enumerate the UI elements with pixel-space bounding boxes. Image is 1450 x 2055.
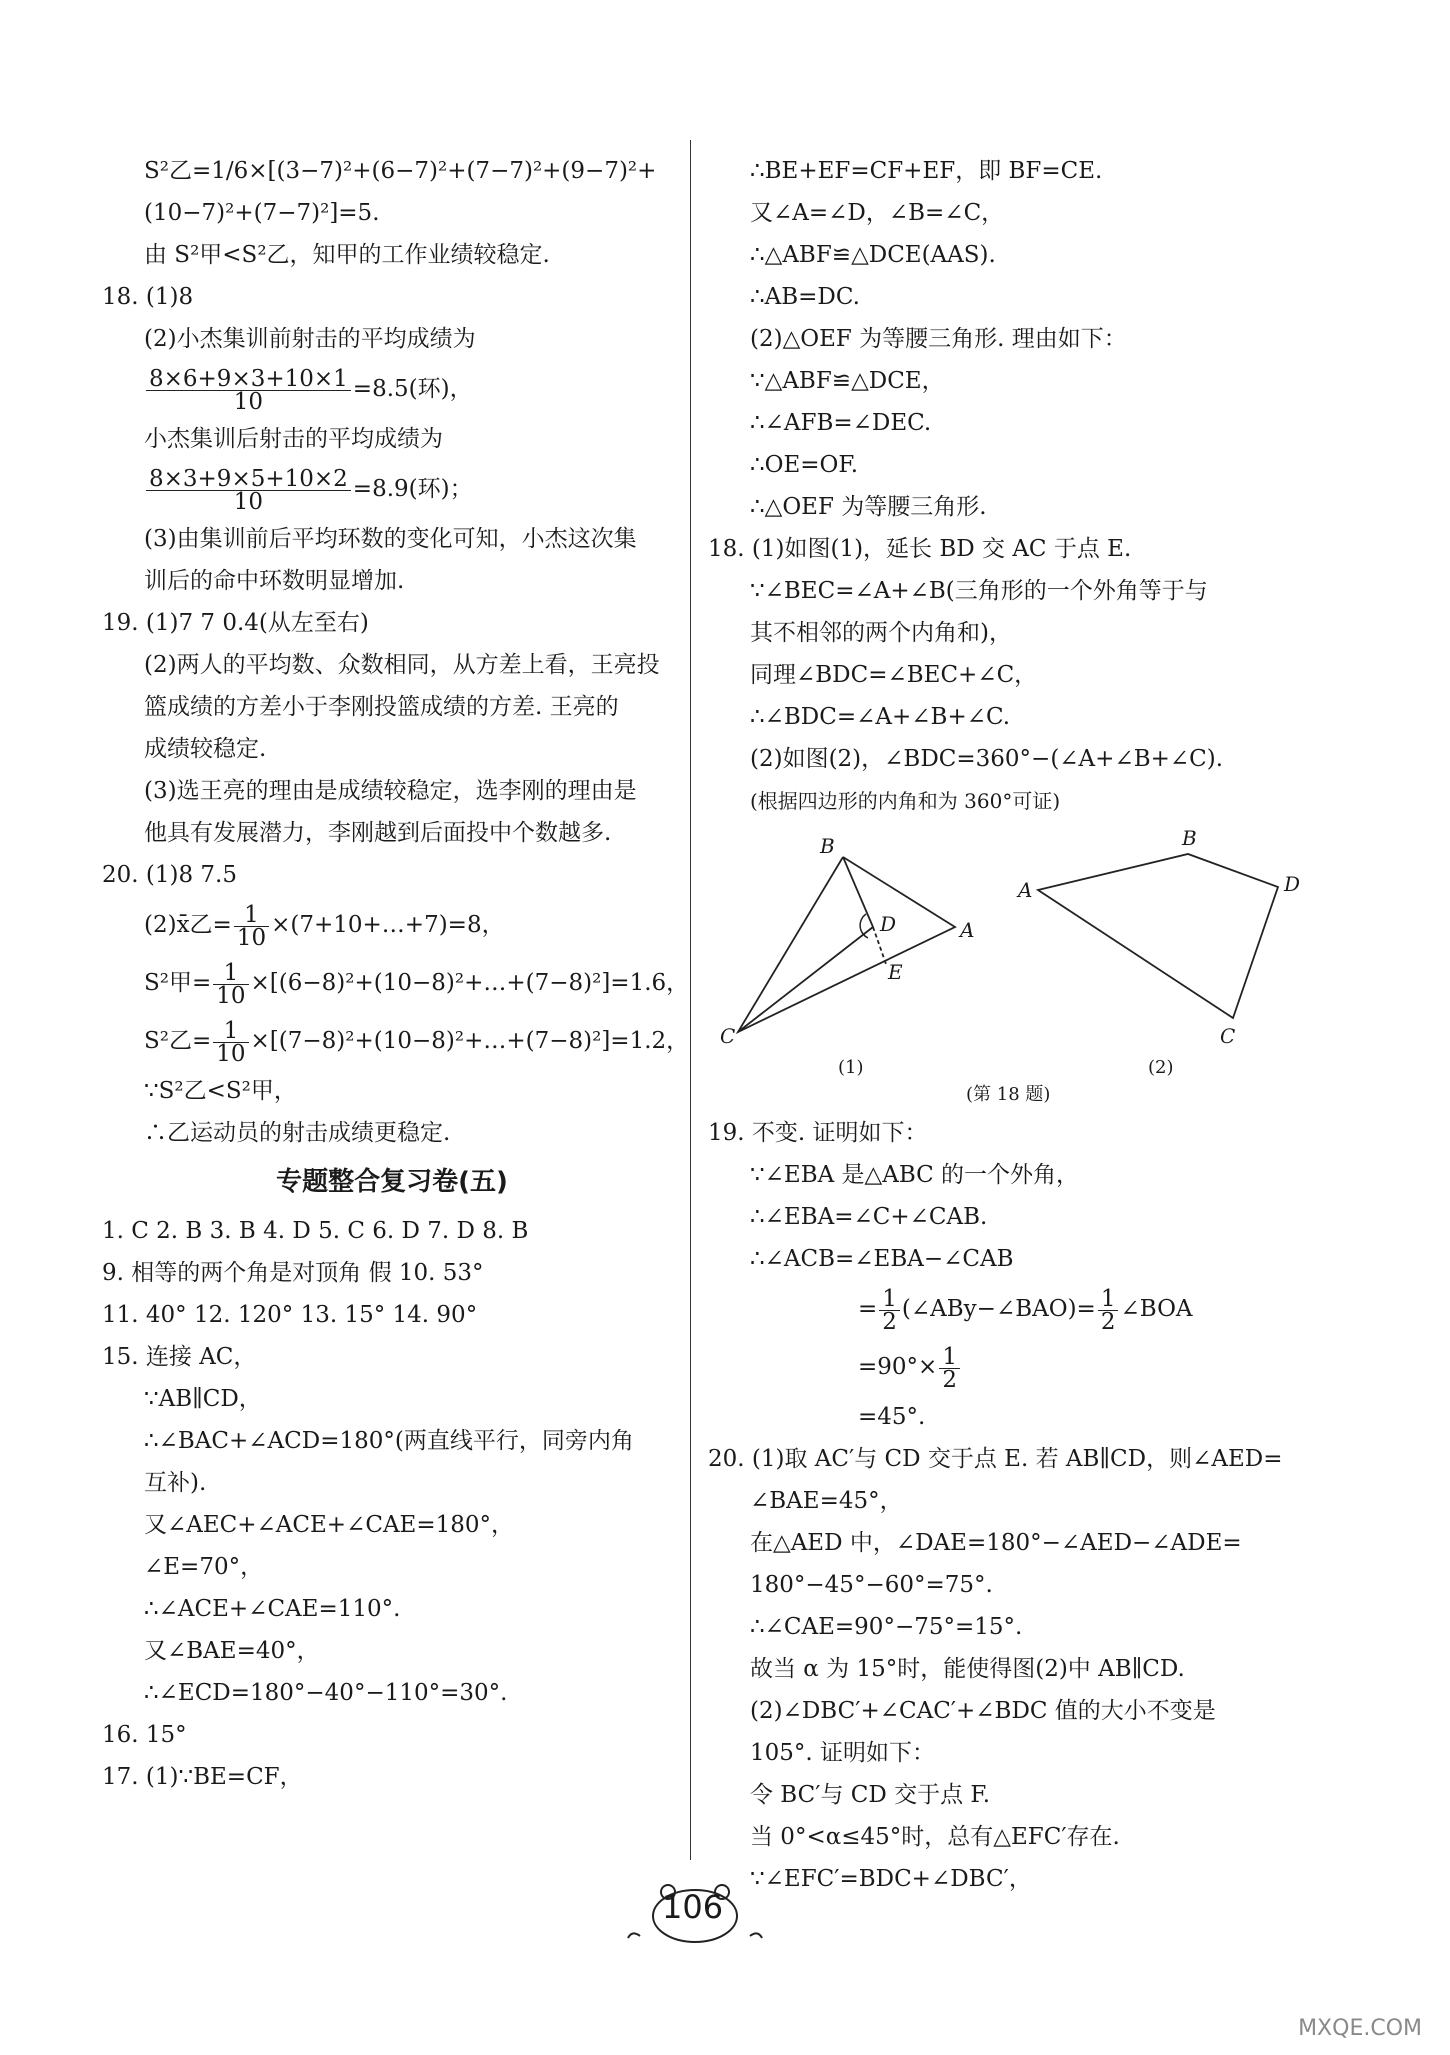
fraction: $\frac{1}{2}$ [879, 1288, 900, 1333]
text-line: 又∠BAE=40°， [144, 1638, 320, 1664]
text-line: ∴∠ACE+∠CAE=110°. [144, 1596, 401, 1622]
fig1-label-d: D [880, 912, 897, 936]
text-line: ∴∠AFB=∠DEC. [750, 410, 932, 436]
fig1-label-a: A [960, 918, 975, 942]
text-line: 当 0°<α≤45°时，总有△EFC′存在. [750, 1824, 1120, 1850]
text-line: 由 S²甲<S²乙，知甲的工作业绩较稳定. [144, 242, 550, 268]
fraction: $\frac{1}{2}$ [1098, 1288, 1119, 1333]
text-line: (2)小杰集训前射击的平均成绩为 [144, 326, 476, 352]
text-line: 20. (1)8 7.5 [102, 862, 237, 888]
fig2-caption: (2) [1148, 1057, 1174, 1078]
figure-svg [708, 822, 1308, 1112]
text-line: 18. (1)如图(1)，延长 BD 交 AC 于点 E. [708, 536, 1132, 562]
text-line: 训后的命中环数明显增加. [144, 568, 405, 594]
text-line: ∴△OEF 为等腰三角形. [750, 494, 987, 520]
formula-line: S²乙= $\frac{1}{10}$ ×[(7−8)²+(10−8)²+…+(7−8)²]=1.2， [144, 1017, 690, 1067]
text-line: 11. 40° 12. 120° 13. 15° 14. 90° [102, 1302, 478, 1328]
text-line: 又∠A=∠D，∠B=∠C， [750, 200, 1005, 226]
text-line: ∠E=70°， [144, 1554, 264, 1580]
text-line: ∠BAE=45°， [750, 1488, 903, 1514]
formula-line: (2)x̄乙= $\frac{1}{10}$ ×(7+10+…+7)=8， [144, 901, 505, 951]
text-line: =45°. [858, 1404, 926, 1430]
figure-caption: (第 18 题) [966, 1084, 1051, 1105]
text-line: 19. 不变. 证明如下： [708, 1120, 928, 1146]
fig1-bd [843, 857, 873, 927]
text-line: (3)选王亮的理由是成绩较稳定，选李刚的理由是 [144, 778, 637, 804]
fig1-label-c: C [720, 1024, 736, 1048]
text-line: ∴∠ECD=180°−40°−110°=30°. [144, 1680, 508, 1706]
left-column [102, 150, 690, 1798]
text-line: 互补). [144, 1470, 207, 1496]
page-footer [620, 1880, 770, 1950]
text-line: 故当 α 为 15°时，能使得图(2)中 AB∥CD. [750, 1656, 1185, 1682]
text-line: ∴∠BDC=∠A+∠B+∠C. [750, 704, 1011, 730]
formula-line: =90°× $\frac{1}{2}$ [708, 1338, 1308, 1396]
fig1-label-e: E [888, 960, 903, 984]
fraction: $\frac{8\times 6+9\times 3+10\times 1}{10}$ [146, 368, 351, 413]
text-line: 180°−45°−60°=75°. [750, 1572, 993, 1598]
text-line: ∵AB∥CD， [144, 1386, 262, 1412]
text-line: ∴∠BAC+∠ACD=180°(两直线平行，同旁内角 [144, 1428, 634, 1454]
fraction: $\frac{8\times 3+9\times 5+10\times 2}{10}$ [146, 468, 351, 513]
text-line: ∴△ABF≌△DCE(AAS). [750, 242, 996, 268]
geometry-figure [708, 822, 1308, 1112]
fig1-dc [738, 927, 873, 1032]
text-line: 又∠AEC+∠ACE+∠CAE=180°， [144, 1512, 515, 1538]
text-line: 15. 连接 AC， [102, 1344, 257, 1370]
text-line: 成绩较稳定. [144, 736, 267, 762]
text-line: 1. C 2. B 3. B 4. D 5. C 6. D 7. D 8. B [102, 1218, 529, 1244]
fig1-angle-arc [860, 914, 868, 938]
text-line: (2)两人的平均数、众数相同，从方差上看，王亮投 [144, 652, 660, 678]
formula-line: $\frac{8\times 3+9\times 5+10\times 2}{10}$ =8.9(环)； [102, 460, 682, 518]
text-line: S²乙=1/6×[(3−7)²+(6−7)²+(7−7)²+(9−7)²+ [144, 158, 657, 184]
fig2-label-a: A [1018, 878, 1033, 902]
fig2-label-d: D [1284, 872, 1301, 896]
text-line: 9. 相等的两个角是对顶角 假 10. 53° [102, 1260, 484, 1286]
text-line: 20. (1)取 AC′与 CD 交于点 E. 若 AB∥CD，则∠AED= [708, 1446, 1283, 1472]
text-line: 19. (1)7 7 0.4(从左至右) [102, 610, 369, 636]
text-line: 令 BC′与 CD 交于点 F. [750, 1782, 991, 1808]
fig2-quadrilateral [1038, 854, 1278, 1018]
fraction: $\frac{1}{2}$ [939, 1346, 960, 1391]
text-line: (3)由集训前后平均环数的变化可知，小杰这次集 [144, 526, 637, 552]
fraction: $\frac{1}{10}$ [213, 962, 248, 1007]
text-line: ∴∠ACB=∠EBA−∠CAB [750, 1246, 1014, 1272]
watermark-text: MXQE.COM [1298, 2016, 1422, 2041]
text-line: ∵△ABF≌△DCE， [750, 368, 945, 394]
column-divider [690, 140, 691, 1860]
text-line: (2)∠DBC′+∠CAC′+∠BDC 值的大小不变是 [750, 1698, 1216, 1724]
fig2-label-c: C [1220, 1024, 1236, 1048]
text-line: 小杰集训后射击的平均成绩为 [144, 426, 443, 452]
text-line: 篮成绩的方差小于李刚投篮成绩的方差. 王亮的 [144, 694, 619, 720]
text-line: 他具有发展潜力，李刚越到后面投中个数越多. [144, 820, 612, 846]
text-line: 17. (1)∵BE=CF， [102, 1764, 303, 1790]
text-line: (10−7)²+(7−7)²]=5. [144, 200, 380, 226]
text-line: 18. (1)8 [102, 284, 194, 310]
formula-line: S²甲= $\frac{1}{10}$ ×[(6−8)²+(10−8)²+…+(7−8)²]=1.6， [144, 959, 690, 1009]
text-line: ∵∠BEC=∠A+∠B(三角形的一个外角等于与 [750, 578, 1208, 604]
fig1-caption: (1) [838, 1057, 864, 1078]
text-line: (2)如图(2)，∠BDC=360°−(∠A+∠B+∠C). [750, 746, 1224, 772]
text-line: 105°. 证明如下： [750, 1740, 936, 1766]
text-line: 同理∠BDC=∠BEC+∠C， [750, 662, 1038, 688]
text-line: 其不相邻的两个内角和)， [750, 620, 1012, 646]
page-number: 106 [662, 1888, 724, 1926]
formula-line: = $\frac{1}{2}$ (∠ABy−∠BAO)= $\frac{1}{2}$ ∠BOA [858, 1285, 1193, 1335]
text-line: ∵∠EFC′=BDC+∠DBC′， [750, 1866, 1032, 1892]
right-column [708, 150, 1308, 1900]
fig2-label-b: B [1182, 826, 1197, 850]
text-line: ∴∠CAE=90°−75°=15°. [750, 1614, 1023, 1640]
text-line: ∴乙运动员的射击成绩更稳定. [144, 1120, 451, 1146]
text-line: ∴AB=DC. [750, 284, 860, 310]
section-title: 专题整合复习卷(五) [276, 1167, 508, 1197]
text-line: 16. 15° [102, 1722, 187, 1748]
formula-line: $\frac{8\times 6+9\times 3+10\times 1}{10}$ =8.5(环)， [102, 360, 682, 418]
text-line: ∴∠EBA=∠C+∠CAB. [750, 1204, 988, 1230]
text-line: (2)△OEF 为等腰三角形. 理由如下： [750, 326, 1127, 352]
fraction: $\frac{1}{10}$ [213, 1020, 248, 1065]
text-line: ∵S²乙<S²甲， [144, 1078, 297, 1104]
text-line: ∴BE+EF=CF+EF，即 BF=CE. [750, 158, 1103, 184]
watermark-logo [1240, 1967, 1440, 2047]
text-line: (根据四边形的内角和为 360°可证) [750, 789, 1061, 813]
text-line: ∴OE=OF. [750, 452, 859, 478]
text-line: 在△AED 中，∠DAE=180°−∠AED−∠ADE= [750, 1530, 1242, 1556]
text-line: ∵∠EBA 是△ABC 的一个外角， [750, 1162, 1080, 1188]
fig1-label-b: B [820, 834, 835, 858]
fraction: $\frac{1}{10}$ [234, 904, 269, 949]
